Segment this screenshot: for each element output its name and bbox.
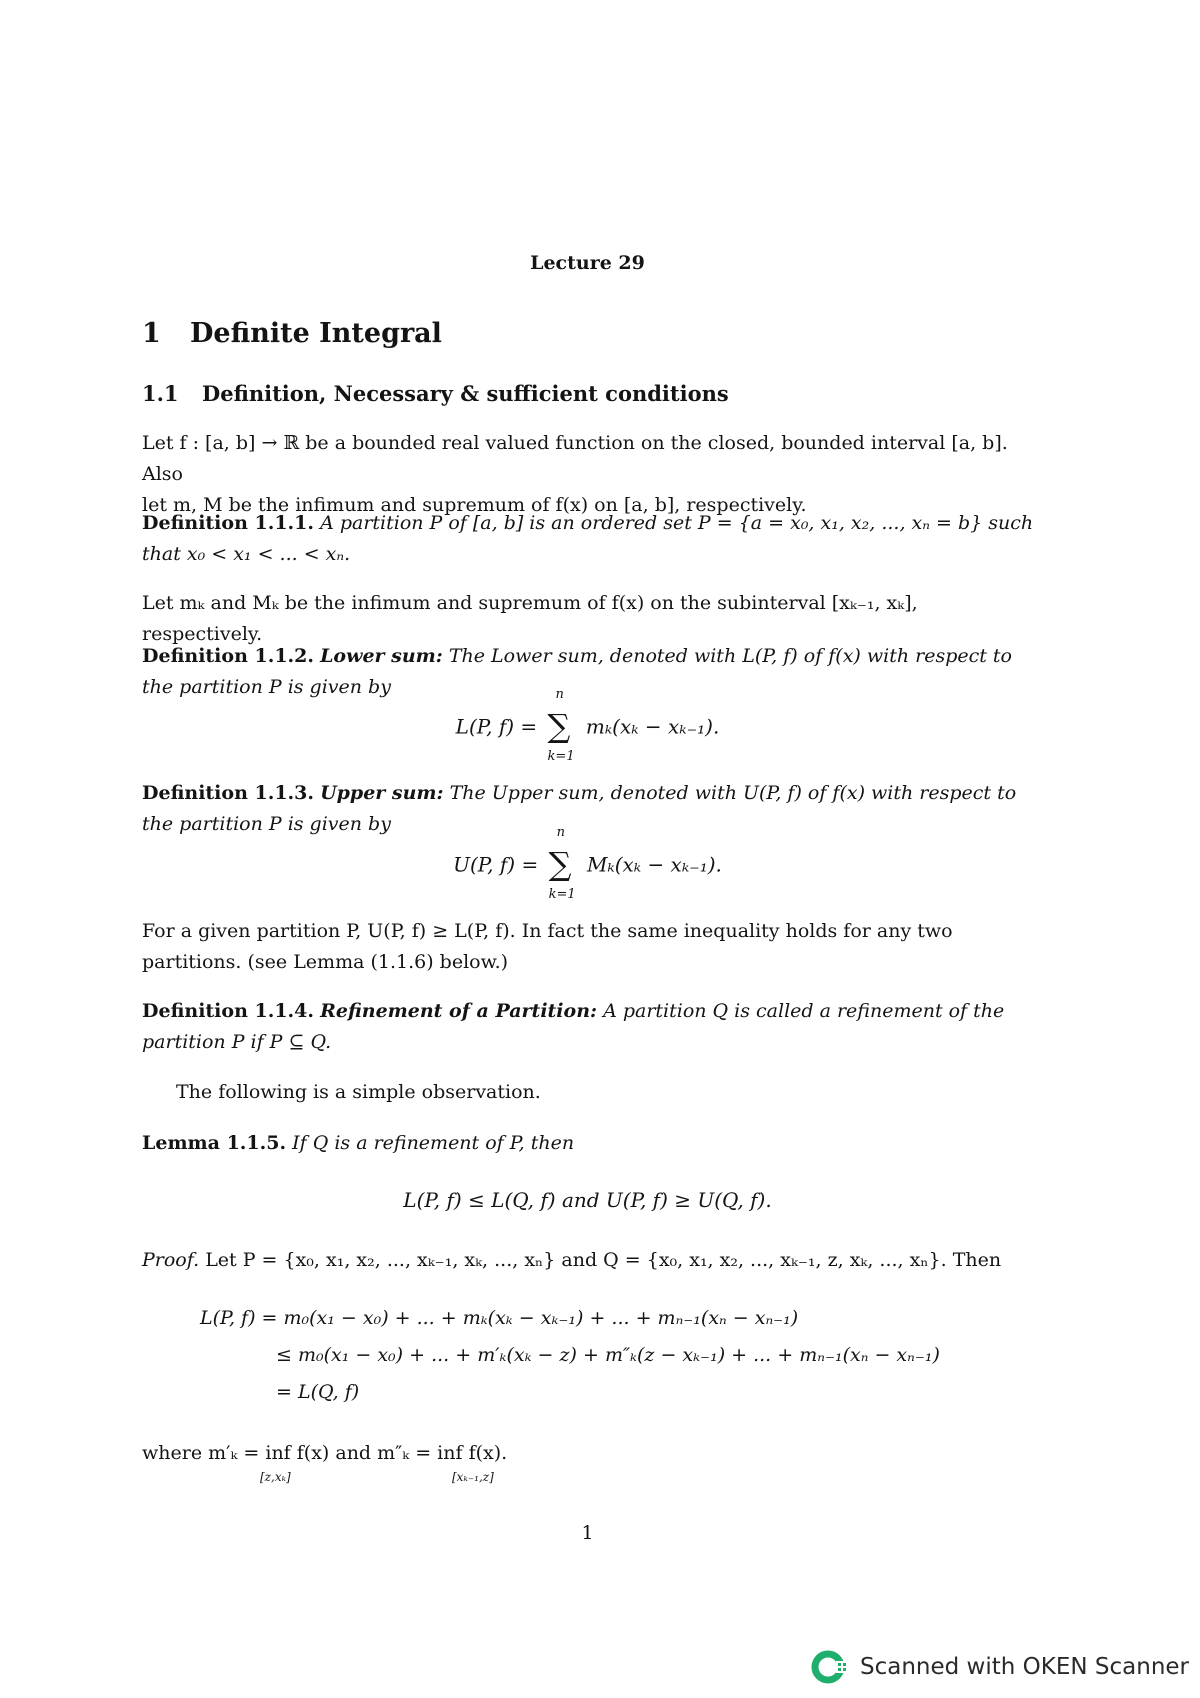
definition-1-1-3 <box>142 778 1038 840</box>
proof-line-3: = L(Q, f) <box>276 1381 360 1403</box>
lower-sum-upper-limit: n <box>555 687 564 702</box>
definition-1-1-2 <box>142 641 1038 703</box>
proof-text: Let P = {x₀, x₁, x₂, ..., xₖ₋₁, xₖ, ..., xₙ} and Q = {x₀, x₁, x₂, ..., xₖ₋₁, z, xₖ, ..., xₙ}. Then <box>205 1249 1002 1271</box>
def4-line-1: A partition Q is called a refinement of the <box>603 1000 1005 1022</box>
def1-label: Definition 1.1.1. <box>142 512 315 534</box>
section-title: Definite Integral <box>190 318 442 349</box>
observation-sentence: The following is a simple observation. <box>176 1081 541 1103</box>
def1-line-1: A partition P of [a, b] is an ordered set P = {a = x₀, x₁, x₂, ..., xₙ = b} such <box>320 512 1034 534</box>
lemma-1-1-5 <box>142 1128 1038 1159</box>
lemma-equation: L(P, f) ≤ L(Q, f) and U(P, f) ≥ U(Q, f). <box>403 1188 772 1212</box>
subsection-heading <box>142 381 729 406</box>
def3-line-2: the partition P is given by <box>142 813 391 835</box>
def4-line-2: partition P if P ⊆ Q. <box>142 1031 332 1053</box>
def1-line-2: that x₀ < x₁ < ... < xₙ. <box>142 543 351 565</box>
mk-sentence: Let mₖ and Mₖ be the infimum and supremum of f(x) on the subinterval [xₖ₋₁, xₖ], respectively. <box>142 592 918 645</box>
lower-sum-lhs: L(P, f) = <box>455 714 538 739</box>
upper-sum-lower-limit: k=1 <box>548 887 576 902</box>
intro-line-2: let m, M be the infimum and supremum of f(x) on [a, b], respectively. <box>142 494 807 516</box>
proof-where <box>142 1438 1038 1484</box>
def4-label: Definition 1.1.4. <box>142 1000 315 1022</box>
inequality-paragraph <box>142 916 1038 978</box>
upper-sum-equation <box>0 825 1175 902</box>
where-subscript-1: [z,xₖ] <box>260 1470 291 1484</box>
definition-1-1-4 <box>142 996 1038 1058</box>
lemma-label: Lemma 1.1.5. <box>142 1132 287 1154</box>
proof-label: Proof. <box>142 1249 200 1271</box>
intro-line-1: Let f : [a, b] → ℝ be a bounded real valued function on the closed, bounded interval [a, b]. Also <box>142 432 1008 485</box>
proof-where-text: where m′ₖ = inf f(x) and m″ₖ = inf f(x). <box>142 1442 508 1464</box>
footer-text: Scanned with OKEN Scanner <box>860 1654 1189 1680</box>
definition-1-1-1 <box>142 508 1038 570</box>
subsection-title: Definition, Necessary & sufficient conditions <box>202 381 729 406</box>
page-number: 1 <box>581 1522 594 1544</box>
summation-symbol: ∑ n k=1 <box>548 825 576 902</box>
def2-line-2: the partition P is given by <box>142 676 391 698</box>
upper-sum-upper-limit: n <box>556 825 565 840</box>
def3-line-1: The Upper sum, denoted with U(P, f) of f(x) with respect to <box>449 782 1017 804</box>
lecture-title: Lecture 29 <box>530 252 645 274</box>
subsection-number: 1.1 <box>142 381 179 406</box>
def2-line-1: The Lower sum, denoted with L(P, f) of f(x) with respect to <box>448 645 1012 667</box>
where-subscript-2: [xₖ₋₁,z] <box>452 1470 494 1484</box>
def4-term: Refinement of a Partition: <box>320 1000 598 1022</box>
ineq-line-1: For a given partition P, U(P, f) ≥ L(P, f). In fact the same inequality holds for any two <box>142 920 953 942</box>
lower-sum-lower-limit: k=1 <box>547 749 575 764</box>
section-number: 1 <box>142 318 161 349</box>
proof-intro <box>142 1245 1038 1276</box>
upper-sum-lhs: U(P, f) = <box>453 852 539 877</box>
summation-symbol: ∑ n k=1 <box>547 687 575 764</box>
def2-label: Definition 1.1.2. <box>142 645 315 667</box>
section-heading <box>142 318 442 349</box>
ineq-line-2: partitions. (see Lemma (1.1.6) below.) <box>142 951 509 973</box>
def2-term: Lower sum: <box>320 645 443 667</box>
scanner-footer <box>810 1645 1190 1689</box>
proof-line-1: L(P, f) = m₀(x₁ − x₀) + ... + mₖ(xₖ − xₖ₋₁) + ... + mₙ₋₁(xₙ − xₙ₋₁) <box>200 1307 799 1329</box>
def3-term: Upper sum: <box>320 782 444 804</box>
upper-sum-rhs: Mₖ(xₖ − xₖ₋₁). <box>586 852 722 877</box>
oken-scanner-logo-icon <box>810 1647 850 1687</box>
proof-line-2: ≤ m₀(x₁ − x₀) + ... + m′ₖ(xₖ − z) + m″ₖ(z − xₖ₋₁) + ... + mₙ₋₁(xₙ − xₙ₋₁) <box>276 1344 940 1366</box>
lower-sum-rhs: mₖ(xₖ − xₖ₋₁). <box>585 714 720 739</box>
lemma-text: If Q is a refinement of P, then <box>292 1132 575 1154</box>
def3-label: Definition 1.1.3. <box>142 782 315 804</box>
